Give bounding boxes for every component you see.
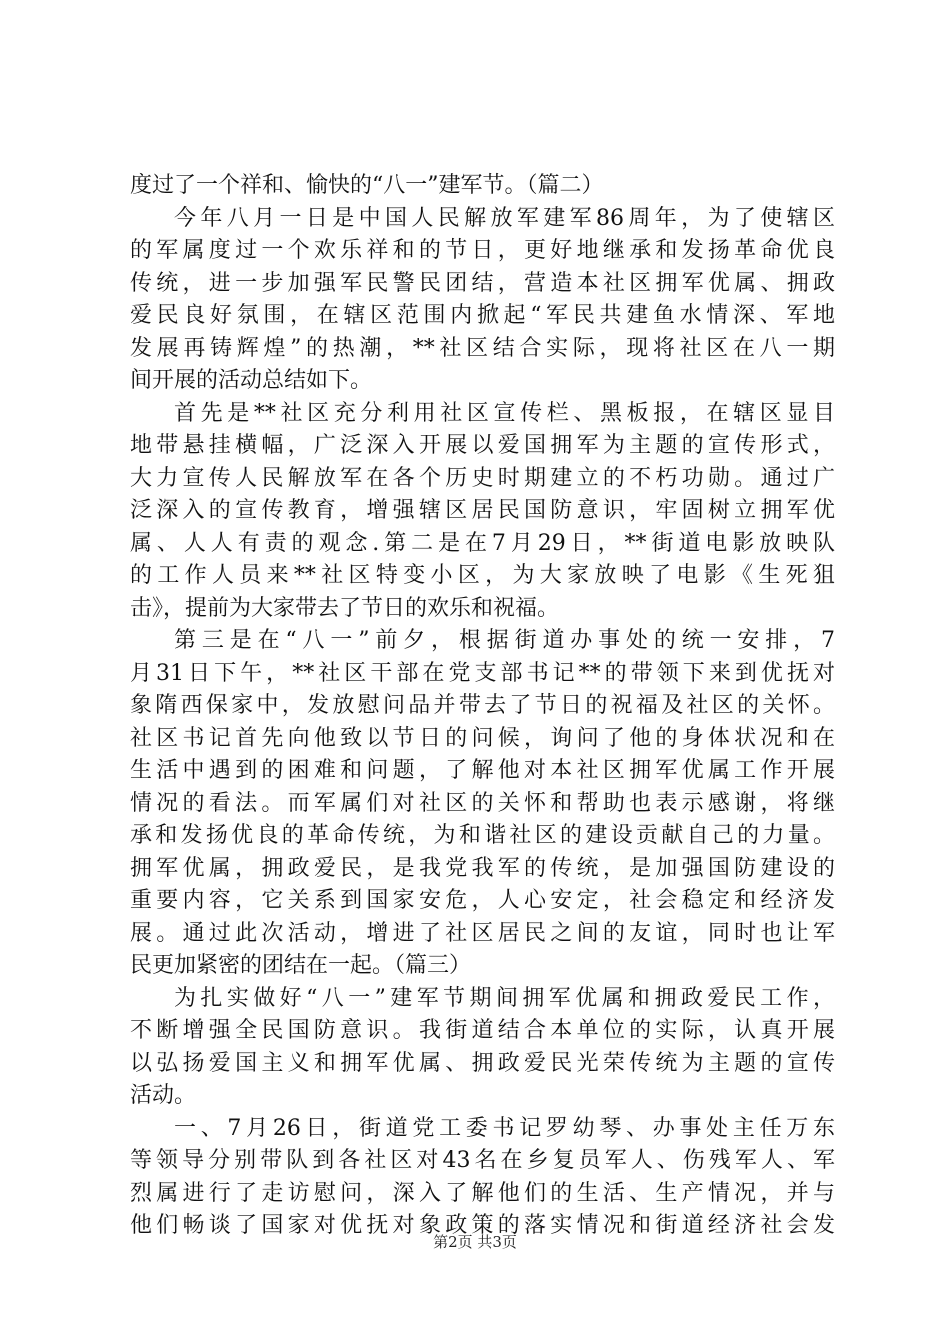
text-line: 月31日下午，**社区干部在党支部书记**的带领下来到优抚对	[130, 660, 835, 686]
text-line: 的军属度过一个欢乐祥和的节日，更好地继承和发扬革命优良	[130, 238, 835, 263]
text-line: 活动。	[130, 1083, 197, 1108]
text-line: 不断增强全民国防意识。我街道结合本单位的实际，认真开展	[130, 1018, 835, 1043]
text-line: 重要内容，它关系到国家安危，人心安定，社会稳定和经济发	[130, 888, 835, 913]
text-line: 发展再铸辉煌”的热潮，**社区结合实际，现将社区在八一期	[130, 335, 835, 361]
text-line: 社区书记首先向他致以节日的问候，询问了他的身体状况和在	[130, 725, 835, 751]
page-footer: 第2页 共3页	[433, 1233, 517, 1251]
text-line: 大力宣传人民解放军在各个历史时期建立的不朽功勋。通过广	[130, 465, 835, 491]
text-line: 爱民良好氛围，在辖区范围内掀起“军民共建鱼水情深、军地	[130, 303, 835, 328]
text-line: 度过了一个祥和、愉快的“八一”建军节。（篇二）	[130, 173, 604, 198]
text-line: 地带悬挂横幅，广泛深入开展以爱国拥军为主题的宣传形式，	[130, 433, 835, 458]
text-line: 以弘扬爱国主义和拥军优属、拥政爱民光荣传统为主题的宣传	[130, 1050, 835, 1076]
text-line: 泛深入的宣传教育，增强辖区居民国防意识，牢固树立拥军优	[130, 498, 835, 523]
text-line: 今年八月一日是中国人民解放军建军86周年，为了使辖区	[174, 205, 835, 231]
text-line: 为扎实做好“八一”建军节期间拥军优属和拥政爱民工作，	[174, 985, 835, 1011]
text-line: 间开展的活动总结如下。	[130, 368, 373, 393]
text-line: 一、7月26日，街道党工委书记罗幼琴、办事处主任万东	[174, 1115, 835, 1141]
text-line: 拥军优属，拥政爱民，是我党我军的传统，是加强国防建设的	[130, 855, 835, 881]
text-line: 的工作人员来**社区特变小区，为大家放映了电影《生死狙	[130, 563, 835, 588]
document-body	[130, 170, 835, 1243]
text-line: 烈属进行了走访慰问，深入了解他们的生活、生产情况，并与	[130, 1180, 835, 1206]
text-line: 第三是在“八一”前夕，根据街道办事处的统一安排，7	[174, 628, 835, 653]
text-line: 传统，进一步加强军民警民团结，营造本社区拥军优属、拥政	[130, 270, 835, 296]
text-line: 生活中遇到的困难和问题，了解他对本社区拥军优属工作开展	[130, 758, 835, 783]
text-line: 首先是**社区充分利用社区宣传栏、黑板报，在辖区显目	[174, 400, 835, 426]
text-line: 展。通过此次活动，增进了社区居民之间的友谊，同时也让军	[130, 920, 835, 946]
text-line: 象隋西保家中，发放慰问品并带去了节日的祝福及社区的关怀。	[130, 693, 835, 718]
text-line: 承和发扬优良的革命传统，为和谐社区的建设贡献自己的力量。	[130, 823, 835, 848]
text-line: 他们畅谈了国家对优抚对象政策的落实情况和街道经济社会发	[130, 1213, 835, 1238]
text-line: 击》，提前为大家带去了节日的欢乐和祝福。	[130, 595, 560, 621]
text-line: 属、人人有责的观念.第二是在7月29日，**街道电影放映队	[130, 530, 835, 556]
text-line: 民更加紧密的团结在一起。（篇三）	[130, 953, 472, 978]
text-line: 等领导分别带队到各社区对43名在乡复员军人、伤残军人、军	[130, 1148, 835, 1173]
text-line: 情况的看法。而军属们对社区的关怀和帮助也表示感谢，将继	[130, 790, 835, 816]
